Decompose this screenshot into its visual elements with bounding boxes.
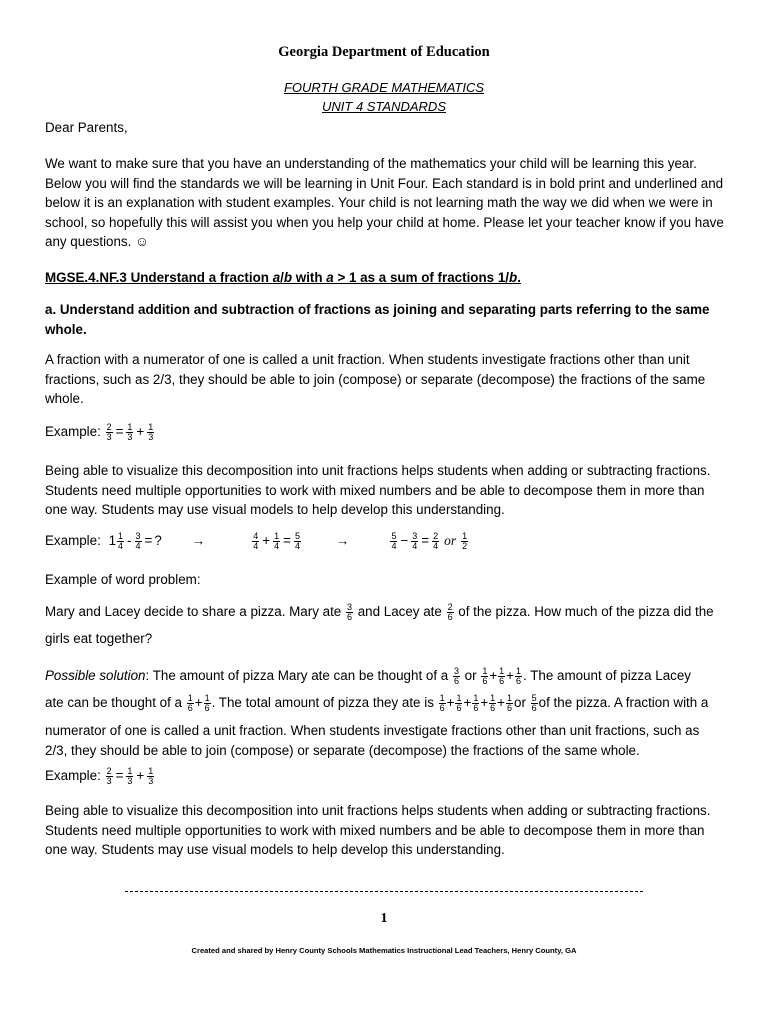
unit-fraction-paragraph: A fraction with a numerator of one is called a unit fraction. When students investigate fractions other than unit fractions, such as 2/3, they should be able to join (compose) or separate (decompose) the fractions of the same whole. — [45, 352, 706, 406]
dot-text: . — [517, 270, 521, 285]
fraction: $\frac{1}{3}$ — [148, 765, 154, 786]
fraction: $\frac{2}{3}$ — [106, 421, 112, 442]
mixed-whole: 1 — [108, 533, 117, 549]
var-a: a — [272, 270, 281, 285]
decomposition-paragraph: Being able to visualize this decomposition into unit fractions helps students when adding or subtracting fractions. Students need multiple opportunities to work with mixed numbers and be able to decompose them in more than one way. Students may use visual models to help develop this understanding. — [45, 463, 711, 517]
doc-title-line2: UNIT 4 STANDARDS — [322, 99, 446, 114]
fraction: $\frac{1}{6}$ — [187, 692, 193, 713]
var-b2: b — [509, 270, 518, 285]
solution-continued: numerator of one is called a unit fraction. When students investigate fractions other than unit fractions, such as 2/3, they should be able to join (compose) or separate (decompose) the fractions of the same whole. — [45, 723, 700, 758]
fraction: $\frac{1}{2}$ — [462, 530, 468, 551]
var-b: b — [283, 270, 293, 285]
fraction: $\frac{1}{6}$ — [204, 692, 210, 713]
footer-divider — [125, 891, 643, 892]
solution-label: Possible solution — [45, 668, 146, 683]
org-name: Georgia Department of Education — [278, 44, 490, 60]
fraction: $\frac{5}{6}$ — [531, 692, 537, 713]
word-problem-label: Example of word problem: — [45, 572, 201, 587]
page-number: 1 — [380, 911, 388, 926]
gt-text: > 1 as a sum of fractions 1/ — [333, 270, 509, 285]
solution-line1: Possible solution: The amount of pizza Mary ate can be thought of a $\frac{3}{6}$ or $\frac{1}{6}$ + $\frac{1}{6}$ + $\frac{1}{6}$ . The amount of pizza Lacey — [45, 665, 691, 686]
fraction: $\frac{1}{4}$ — [274, 530, 280, 551]
standard-heading — [45, 268, 725, 288]
word-problem-line2: girls eat together? — [45, 631, 153, 646]
slash: / — [280, 270, 284, 285]
fraction: $\frac{3}{6}$ — [346, 601, 352, 622]
example-label: Example: — [45, 768, 101, 783]
fraction: $\frac{1}{6}$ — [439, 692, 445, 713]
doc-title-line1: FOURTH GRADE MATHEMATICS — [283, 80, 485, 95]
fraction: $\frac{4}{4}$ — [253, 530, 259, 551]
solution-line2: ate can be thought of a $\frac{1}{6}$ + $\frac{1}{6}$ . The total amount of pizza they ate is $\frac{1}{6}$ + $\frac{1}{6}$ + $\frac{1}{6}$ + $\frac{1}{6}$ + $\frac{1}{6}$ or $\frac{5}{6}$ of the pizza. A fraction with a — [45, 692, 709, 713]
fraction: $\frac{1}{3}$ — [127, 765, 133, 786]
example-3: Example: $\frac{2}{3}$ = $\frac{1}{3}$ + $\frac{1}{3}$ — [45, 765, 154, 786]
fraction: $\frac{1}{4}$ — [118, 530, 124, 551]
example-2: Example: 1 $\frac{1}{4}$ - $\frac{3}{4}$ = ? → $\frac{4}{4}$ + $\frac{1}{4}$ = $\frac{5}{4}$ → $\frac{5}{4}$ − $\frac{3}{4}$ = $\frac{2}{4}$ or $\frac{1}{2}$ — [45, 527, 725, 555]
footer-credit: Created and shared by Henry County Schools Mathematics Instructional Lead Teachers, Henry County, GA — [191, 946, 577, 955]
fraction: $\frac{3}{6}$ — [453, 665, 459, 686]
fraction: $\frac{1}{6}$ — [473, 692, 479, 713]
var-a2: a — [326, 270, 334, 285]
example-label: Example: — [45, 533, 101, 548]
fraction: $\frac{1}{6}$ — [482, 665, 488, 686]
fraction: $\frac{1}{6}$ — [507, 692, 513, 713]
arrow-icon: → — [336, 533, 350, 548]
fraction: $\frac{1}{6}$ — [499, 665, 505, 686]
fraction: $\frac{2}{4}$ — [433, 530, 439, 551]
standard-code: MGSE.4.NF.3 Understand a fraction — [45, 270, 273, 285]
fraction: $\frac{1}{6}$ — [456, 692, 462, 713]
fraction: $\frac{2}{3}$ — [106, 765, 112, 786]
greeting: Dear Parents, — [45, 120, 128, 135]
decomposition-paragraph-repeat: Being able to visualize this decomposition into unit fractions helps students when adding or subtracting fractions. Students need multiple opportunities to work with mixed numbers and be able to decompose them in more than one way. Students may use visual models to help develop this understanding. — [45, 803, 711, 857]
with-text: with — [292, 270, 327, 285]
sub-standard-a: a. Understand addition and subtraction of fractions as joining and separating parts referring to the same whole. — [45, 302, 710, 337]
fraction: $\frac{3}{4}$ — [135, 530, 141, 551]
fraction: $\frac{5}{4}$ — [391, 530, 397, 551]
fraction: $\frac{2}{6}$ — [447, 601, 453, 622]
example-1: Example: $\frac{2}{3}$ = $\frac{1}{3}$ + $\frac{1}{3}$ — [45, 421, 154, 442]
word-problem: Mary and Lacey decide to share a pizza. Mary ate $\frac{3}{6}$ and Lacey ate $\frac{2}{6}$ of the pizza. How much of the pizza did the — [45, 601, 714, 622]
arrow-icon: → — [191, 533, 206, 548]
fraction: $\frac{1}{3}$ — [127, 421, 133, 442]
example-label: Example: — [45, 424, 101, 439]
fraction: $\frac{1}{6}$ — [490, 692, 496, 713]
fraction: $\frac{3}{4}$ — [412, 530, 418, 551]
intro-paragraph: We want to make sure that you have an understanding of the mathematics your child will be learning this year. Below you will find the standards we will be learning in Unit Four. Each standard is in bold print and underlined and below it is an explanation with student examples. Your child is not learning math the way we did when we were in school, so hopefully this will assist you when you help your child at home. Please let your teacher know if you have any questions. ☺ — [45, 156, 724, 249]
fraction: $\frac{5}{4}$ — [294, 530, 300, 551]
fraction: $\frac{1}{3}$ — [148, 421, 154, 442]
fraction: $\frac{1}{6}$ — [516, 665, 522, 686]
